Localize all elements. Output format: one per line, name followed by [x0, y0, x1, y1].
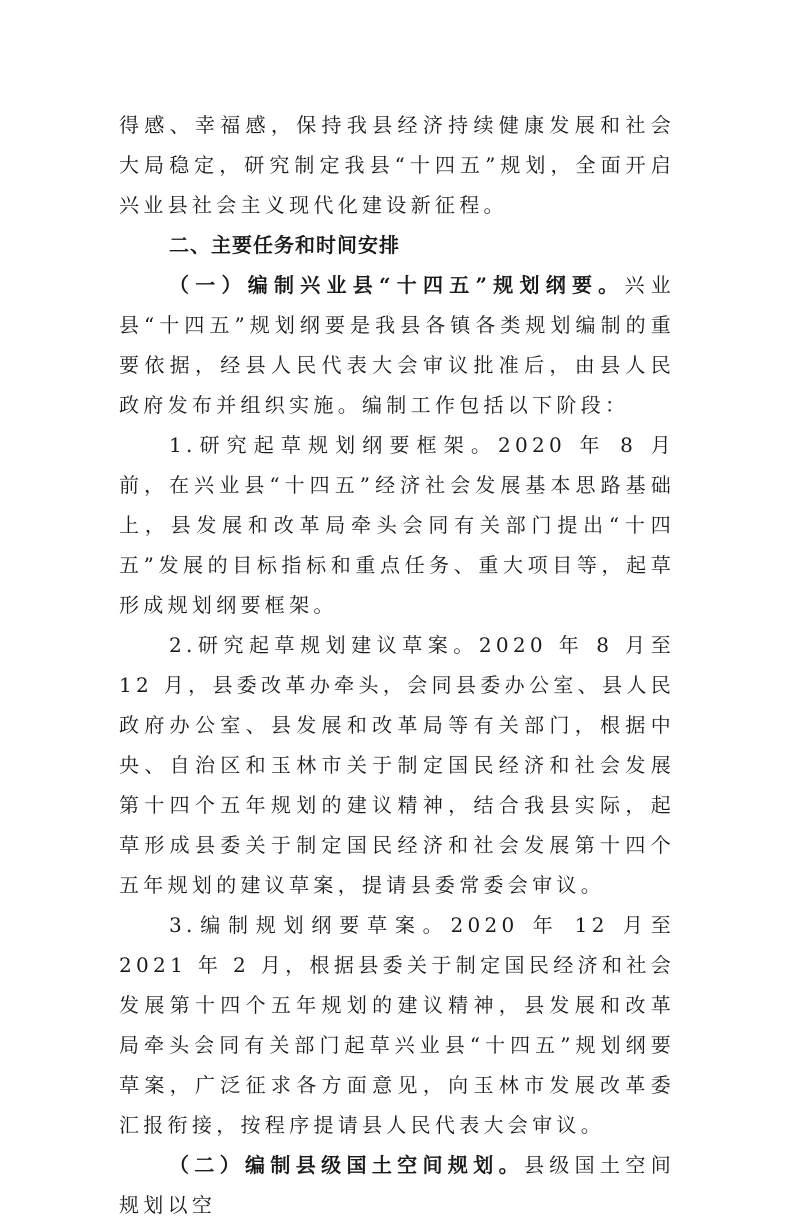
paragraph-task-2: [119, 1145, 675, 1225]
paragraph-lead: （一）编制兴业县“十四五”规划纲要。: [169, 273, 625, 297]
paragraph-lead: （二）编制县级国土空间规划。: [169, 1153, 524, 1177]
paragraph-stage-1: 1.研究起草规划纲要框架。2020 年 8 月前，在兴业县“十四五”经济社会发展基本思路基础上，县发展和改革局牵头会同有关部门提出“十四五”发展的目标指标和重点任务、重大项目等，起草形成规划纲要框架。: [119, 433, 675, 617]
document-page: [119, 105, 675, 1225]
paragraph-stage-3: 3.编制规划纲要草案。2020 年 12 月至 2021 年 2 月，根据县委关于制定国民经济和社会发展第十四个五年规划的建议精神，县发展和改革局牵头会同有关部门起草兴业县“十四五”规划纲要草案，广泛征求各方面意见，向玉林市发展改革委汇报衔接，按程序提请县人民代表大会审议。: [119, 913, 675, 1137]
paragraph-stage-2: 2.研究起草规划建议草案。2020 年 8 月至 12 月，县委改革办牵头，会同县委办公室、县人民政府办公室、县发展和改革局等有关部门，根据中央、自治区和玉林市关于制定国民经济和社会发展第十四个五年规划的建议精神，结合我县实际，起草形成县委关于制定国民经济和社会发展第十四个五年规划的建议草案，提请县委常委会审议。: [119, 633, 675, 897]
paragraph-continuation: 得感、幸福感，保持我县经济持续健康发展和社会大局稳定，研究制定我县“十四五”规划，全面开启兴业县社会主义现代化建设新征程。: [119, 113, 675, 217]
section-heading: 二、主要任务和时间安排: [169, 233, 400, 257]
paragraph-task-1: [119, 265, 675, 425]
paragraph-body: 兴业县“十四五”规划纲要是我县各镇各类规划编制的重要依据，经县人民代表大会审议批准后，由县人民政府发布并组织实施。编制工作包括以下阶段：: [119, 273, 675, 417]
paragraph-body: 县级国土空间规划以空: [119, 1153, 675, 1217]
